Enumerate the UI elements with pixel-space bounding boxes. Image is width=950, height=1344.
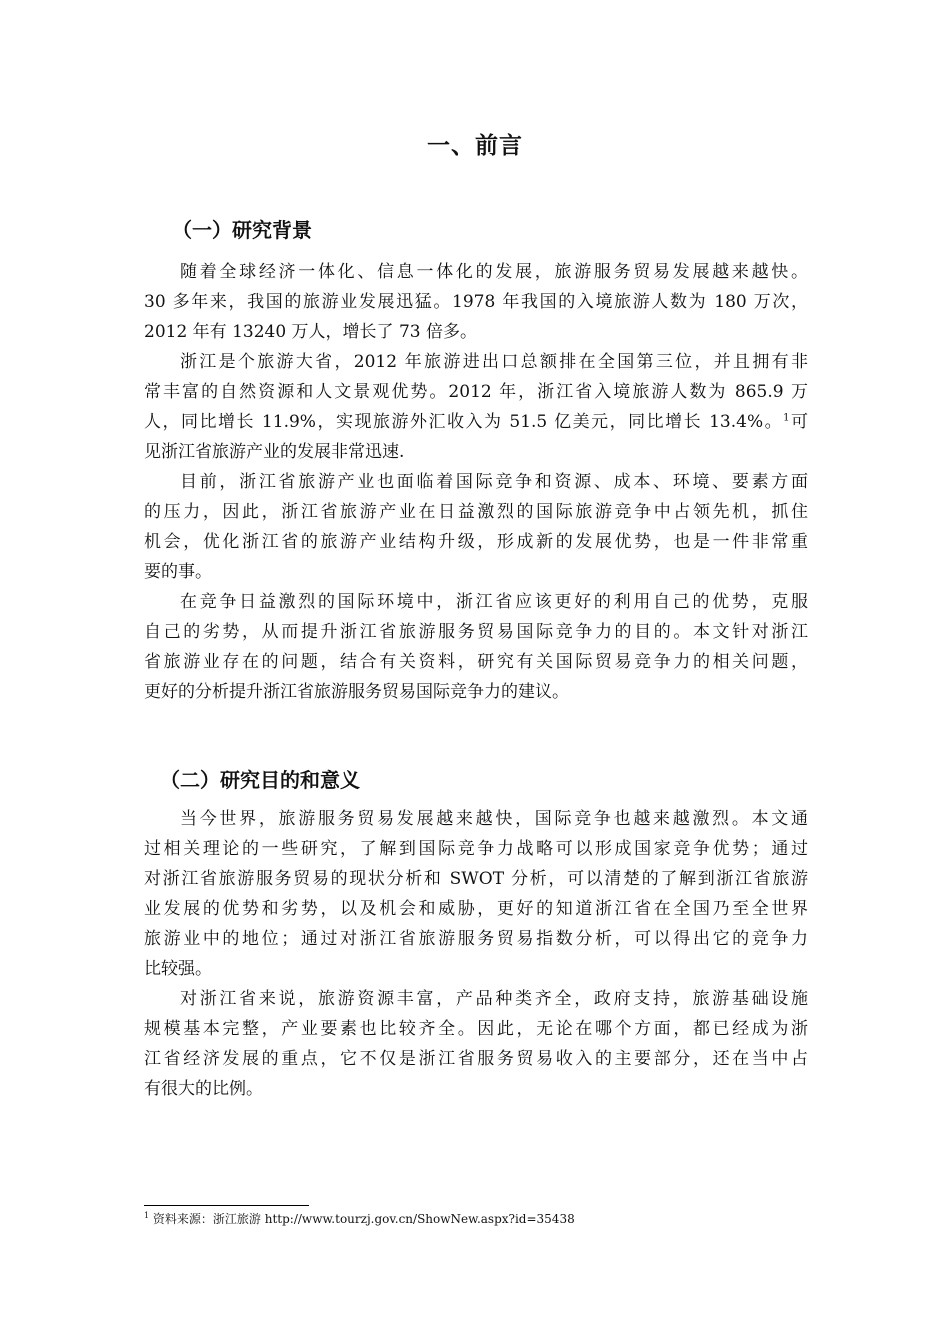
body-line: 省旅游业存在的问题，结合有关资料，研究有关国际贸易竞争力的相关问题，: [144, 652, 808, 672]
body-line: 机会，优化浙江省的旅游产业结构升级，形成新的发展优势，也是一件非常重: [144, 532, 808, 552]
body-line: [144, 407, 808, 437]
footnote: [144, 1210, 575, 1228]
body-line: 更好的分析提升浙江省旅游服务贸易国际竞争力的建议。: [144, 682, 569, 702]
body-line: 江省经济发展的重点，它不仅是浙江省服务贸易收入的主要部分，还在当中占: [144, 1049, 808, 1069]
body-line: 对浙江省旅游服务贸易的现状分析和 SWOT 分析，可以清楚的了解到浙江省旅游: [144, 869, 808, 889]
footnote-divider: [144, 1205, 309, 1206]
body-line: 的压力，因此，浙江省旅游产业在日益激烈的国际旅游竞争中占领先机，抓住: [144, 502, 808, 522]
body-line: 2012 年有 13240 万人，增长了 73 倍多。: [144, 322, 477, 342]
body-line: 随着全球经济一体化、信息一体化的发展，旅游服务贸易发展越来越快。: [180, 262, 808, 282]
body-line: 要的事。: [144, 562, 212, 582]
body-line: 比较强。: [144, 959, 212, 979]
body-line: 自己的劣势，从而提升浙江省旅游服务贸易国际竞争力的目的。本文针对浙江: [144, 622, 808, 642]
body-line: 在竞争日益激烈的国际环境中，浙江省应该更好的利用自己的优势，克服: [180, 592, 808, 612]
body-line-text: 可: [789, 412, 809, 432]
section-title-background: （一）研究背景: [172, 218, 312, 242]
footnote-marker: 1: [144, 1211, 150, 1220]
body-line: 规模基本完整，产业要素也比较齐全。因此，无论在哪个方面，都已经成为浙: [144, 1019, 808, 1039]
section-body-background: [144, 257, 808, 707]
body-line: 常丰富的自然资源和人文景观优势。2012 年，浙江省入境旅游人数为 865.9 万: [144, 382, 808, 402]
section-title-purpose: （二）研究目的和意义: [160, 768, 360, 792]
body-line: 见浙江省旅游产业的发展非常迅速.: [144, 442, 405, 462]
body-line: 目前，浙江省旅游产业也面临着国际竞争和资源、成本、环境、要素方面: [180, 472, 808, 492]
body-line: 过相关理论的一些研究，了解到国际竞争力战略可以形成国家竞争优势；通过: [144, 839, 808, 859]
footnote-reference: 1: [783, 412, 790, 424]
body-line: 旅游业中的地位；通过对浙江省旅游服务贸易指数分析，可以得出它的竞争力: [144, 929, 808, 949]
chapter-title: 一、前言: [427, 133, 523, 159]
body-line: 有很大的比例。: [144, 1079, 263, 1099]
footnote-text: 资料来源：浙江旅游 http://www.tourzj.gov.cn/ShowNew.aspx?id=35438: [152, 1212, 575, 1226]
body-line-text: 人，同比增长 11.9%，实现旅游外汇收入为 51.5 亿美元，同比增长 13.4%。: [144, 412, 784, 432]
body-line: 浙江是个旅游大省，2012 年旅游进出口总额排在全国第三位，并且拥有非: [180, 352, 808, 372]
body-line: 30 多年来，我国的旅游业发展迅猛。1978 年我国的入境旅游人数为 180 万次，: [144, 292, 808, 312]
body-line: 当今世界，旅游服务贸易发展越来越快，国际竞争也越来越激烈。本文通: [180, 809, 808, 829]
body-line: 对浙江省来说，旅游资源丰富，产品种类齐全，政府支持，旅游基础设施: [180, 989, 808, 1009]
body-line: 业发展的优势和劣势，以及机会和威胁，更好的知道浙江省在全国乃至全世界: [144, 899, 808, 919]
section-body-purpose: [144, 804, 808, 1104]
